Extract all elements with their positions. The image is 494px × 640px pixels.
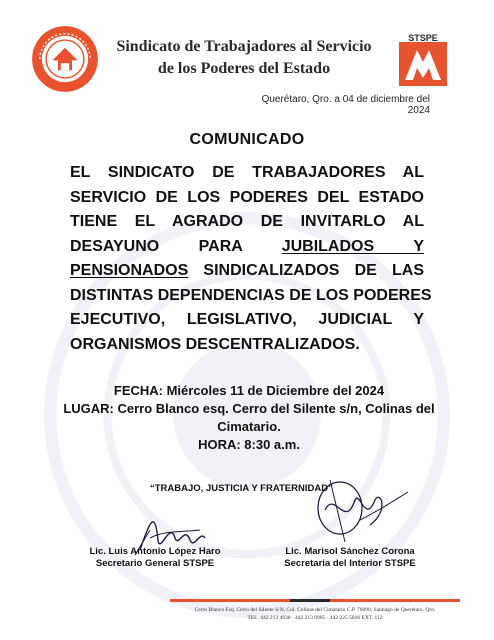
union-name-title	[108, 36, 380, 80]
union-name-line-2: de los Poderes del Estado	[157, 60, 331, 77]
body-line	[70, 235, 424, 260]
date-line: Querétaro, Qro. a 04 de diciembre del 2024	[261, 94, 430, 116]
event-date: FECHA: Miércoles 11 de Diciembre del 2024	[113, 383, 385, 398]
body-text-segment: SINDICALIZADOS DE LAS	[203, 262, 424, 279]
underlined-pensionados: PENSIONADOS	[70, 262, 189, 279]
event-time: HORA: 8:30 a.m.	[198, 437, 300, 452]
event-place: LUGAR: Cerro Blanco esq. Cerro del Silente s/n, Colinas del	[63, 401, 435, 416]
signatory-right-title: Secretaria del Interior STSPE	[284, 558, 416, 569]
union-name-line-1: Sindicato de Trabajadores al Servicio	[116, 38, 372, 55]
body-line	[70, 259, 424, 284]
union-seal-logo-icon	[30, 24, 100, 94]
signature-right-icon	[300, 470, 410, 550]
invitation-body	[70, 161, 432, 357]
union-motto: “TRABAJO, JUSTICIA Y FRATERNIDAD”	[150, 483, 333, 494]
footer-address-line: Cerro Blanco Esq. Cerro del Silente S/N, Col. Colinas del Cimatario C.P. 76090, Santiago de Querétaro, Qro.	[194, 607, 436, 613]
stspe-logo-text: STSPE	[408, 33, 438, 43]
stspe-logo-icon	[397, 32, 449, 88]
body-line: EJECUTIVO, LEGISLATIVO, JUDICIAL Y	[70, 311, 424, 328]
body-line: ORGANISMOS DESCENTRALIZADOS.	[70, 335, 360, 353]
underlined-jubilados: JUBILADOS Y	[281, 237, 424, 255]
body-line: SERVICIO DE LOS PODERES DEL ESTADO	[70, 188, 424, 206]
body-text-segment: DESAYUNO PARA	[70, 237, 243, 255]
footer-divider	[170, 599, 460, 602]
body-line: DISTINTAS DEPENDENCIAS DE LOS PODERES	[70, 286, 432, 304]
footer-phone-line: TEL. 442 213 4930 · 442 213 0905 · 442 225 5816 EXT. 112	[247, 615, 383, 621]
document-heading: COMUNICADO	[189, 131, 305, 148]
body-line: EL SINDICATO DE TRABAJADORES AL	[70, 164, 424, 181]
body-line: TIENE EL AGRADO DE INVITARLO AL	[70, 213, 424, 230]
signatory-left	[70, 546, 240, 570]
signatory-right-name: Lic. Marisol Sánchez Corona	[285, 546, 415, 557]
event-details	[52, 382, 446, 454]
footer-address	[180, 606, 450, 622]
signatory-left-title: Secretario General STSPE	[95, 558, 215, 569]
event-place-cont: Cimatario.	[217, 419, 281, 434]
signatory-right	[255, 546, 445, 570]
signatory-left-name: Lic. Luis Antonio López Haro	[89, 546, 221, 557]
